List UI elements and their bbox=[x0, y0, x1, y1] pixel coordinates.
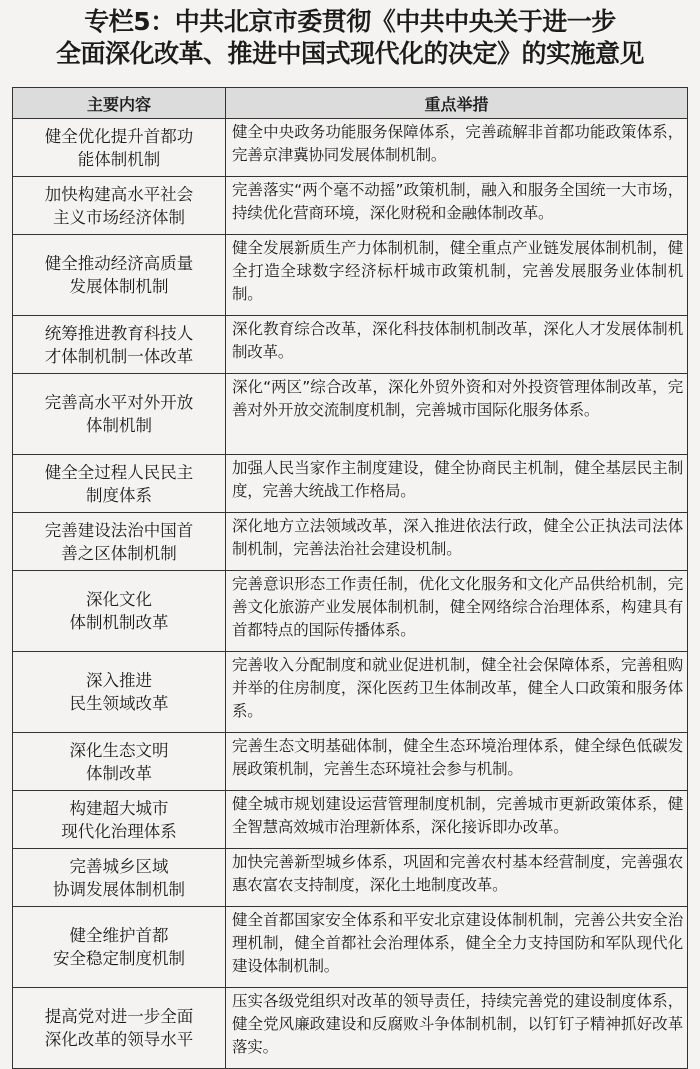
topic-line: 深化生态文明 bbox=[69, 740, 169, 760]
reform-measures-table bbox=[12, 87, 688, 1069]
topic-line: 构建超大城市 bbox=[69, 798, 169, 818]
topic-line: 体制改革 bbox=[86, 763, 152, 783]
topic-line: 健全推动经济高质量 bbox=[44, 254, 194, 273]
topic-line: 协调发展体制机制 bbox=[53, 879, 185, 899]
table-row bbox=[13, 455, 688, 513]
topic-line: 完善城乡区域 bbox=[69, 856, 169, 876]
measure-cell: 完善落实“两个毫不动摇”政策机制，融入和服务全国统一大市场，持续优化营商环境，深化财税和金融体制改革。 bbox=[226, 177, 688, 235]
topic-cell bbox=[13, 988, 226, 1069]
table-row bbox=[13, 119, 688, 177]
topic-line: 主义市场经济体制 bbox=[53, 207, 185, 227]
topic-line: 才体制机制一体改革 bbox=[44, 346, 194, 366]
measure-cell: 加强人民当家作主制度建设，健全协商民主机制，健全基层民主制度，完善大统战工作格局。 bbox=[226, 455, 688, 513]
topic-cell bbox=[13, 907, 226, 988]
table-row bbox=[13, 652, 688, 733]
measure-cell: 深化教育综合改革，深化科技体制机制改革，深化人才发展体制机制改革。 bbox=[226, 316, 688, 374]
title-line-2: 全面深化改革、推进中国式现代化的决定》的实施意见 bbox=[55, 39, 644, 68]
measure-cell: 深化“两区”综合改革，深化外贸外资和对外投资管理体制改革，完善对外开放交流制度机制，完善城市国际化服务体系。 bbox=[226, 374, 688, 455]
topic-cell bbox=[13, 455, 226, 513]
topic-line: 完善高水平对外开放 bbox=[44, 393, 194, 412]
topic-cell bbox=[13, 235, 226, 316]
topic-line: 完善建设法治中国首 bbox=[44, 520, 194, 540]
measure-cell: 健全城市规划建设运营管理制度机制，完善城市更新政策体系，健全智慧高效城市治理新体系，深化接诉即办改革。 bbox=[226, 791, 688, 849]
topic-cell bbox=[13, 316, 226, 374]
topic-cell bbox=[13, 513, 226, 571]
topic-line: 健全维护首都 bbox=[69, 926, 169, 945]
topic-cell bbox=[13, 571, 226, 652]
topic-line: 健全优化提升首都功 bbox=[44, 126, 194, 146]
topic-line: 深化文化 bbox=[86, 590, 152, 609]
topic-cell bbox=[13, 652, 226, 733]
measure-cell: 压实各级党组织对改革的领导责任，持续完善党的建设制度体系，健全党风廉政建设和反腐败斗争体制机制，以钉钉子精神抓好改革落实。 bbox=[226, 988, 688, 1069]
table-row bbox=[13, 513, 688, 571]
topic-cell bbox=[13, 849, 226, 907]
topic-line: 善之区体制机制 bbox=[61, 543, 177, 563]
topic-line: 深化改革的领导水平 bbox=[44, 1030, 194, 1049]
measure-cell: 健全中央政务功能服务保障体系，完善疏解非首都功能政策体系，完善京津冀协同发展体制机制。 bbox=[226, 119, 688, 177]
table-row bbox=[13, 791, 688, 849]
header-main-content: 主要内容 bbox=[13, 88, 226, 119]
measure-cell: 健全首都国家安全体系和平安北京建设体制机制，完善公共安全治理机制，健全首都社会治理体系，健全全力支持国防和军队现代化建设体制机制。 bbox=[226, 907, 688, 988]
table-row bbox=[13, 733, 688, 791]
topic-line: 民生领域改革 bbox=[69, 694, 169, 713]
topic-line: 制度体系 bbox=[86, 485, 152, 505]
topic-line: 提高党对进一步全面 bbox=[44, 1007, 194, 1026]
table-row bbox=[13, 316, 688, 374]
topic-line: 安全稳定制度机制 bbox=[53, 949, 185, 968]
topic-line: 健全全过程人民民主 bbox=[44, 462, 194, 482]
table-row bbox=[13, 374, 688, 455]
table-row bbox=[13, 849, 688, 907]
header-key-measures: 重点举措 bbox=[226, 88, 688, 119]
measure-cell: 加快完善新型城乡体系，巩固和完善农村基本经营制度，完善强农惠农富农支持制度，深化土地制度改革。 bbox=[226, 849, 688, 907]
measure-cell: 深化地方立法领域改革，深入推进依法行政，健全公正执法司法体制机制，完善法治社会建设机制。 bbox=[226, 513, 688, 571]
topic-line: 发展体制机制 bbox=[69, 277, 169, 296]
topic-line: 能体制机制 bbox=[77, 149, 161, 169]
table-row bbox=[13, 177, 688, 235]
table-row bbox=[13, 988, 688, 1069]
measure-cell: 健全发展新质生产力体制机制，健全重点产业链发展体制机制，健全打造全球数字经济标杆城市政策机制，完善发展服务业体制机制。 bbox=[226, 235, 688, 316]
topic-line: 体制机制 bbox=[86, 416, 152, 435]
measure-cell: 完善生态文明基础体制，健全生态环境治理体系，健全绿色低碳发展政策机制，完善生态环境社会参与机制。 bbox=[226, 733, 688, 791]
measure-cell: 完善收入分配制度和就业促进机制，健全社会保障体系，完善租购并举的住房制度，深化医药卫生体制改革，健全人口政策和服务体系。 bbox=[226, 652, 688, 733]
measure-cell: 完善意识形态工作责任制，优化文化服务和文化产品供给机制，完善文化旅游产业发展体制机制，健全网络综合治理体系，构建具有首都特点的国际传播体系。 bbox=[226, 571, 688, 652]
table-row bbox=[13, 907, 688, 988]
table-row bbox=[13, 571, 688, 652]
topic-cell bbox=[13, 733, 226, 791]
topic-line: 体制机制改革 bbox=[69, 613, 169, 632]
topic-line: 统筹推进教育科技人 bbox=[44, 323, 194, 343]
page-title bbox=[0, 6, 700, 70]
table-row bbox=[13, 235, 688, 316]
topic-cell bbox=[13, 791, 226, 849]
topic-line: 加快构建高水平社会 bbox=[44, 184, 194, 204]
table-header-row bbox=[13, 88, 688, 119]
topic-cell bbox=[13, 119, 226, 177]
topic-line: 深入推进 bbox=[86, 671, 152, 690]
title-line-1: 专栏5：中共北京市委贯彻《中共中央关于进一步 bbox=[84, 7, 616, 36]
topic-cell bbox=[13, 374, 226, 455]
topic-cell bbox=[13, 177, 226, 235]
topic-line: 现代化治理体系 bbox=[61, 821, 177, 841]
